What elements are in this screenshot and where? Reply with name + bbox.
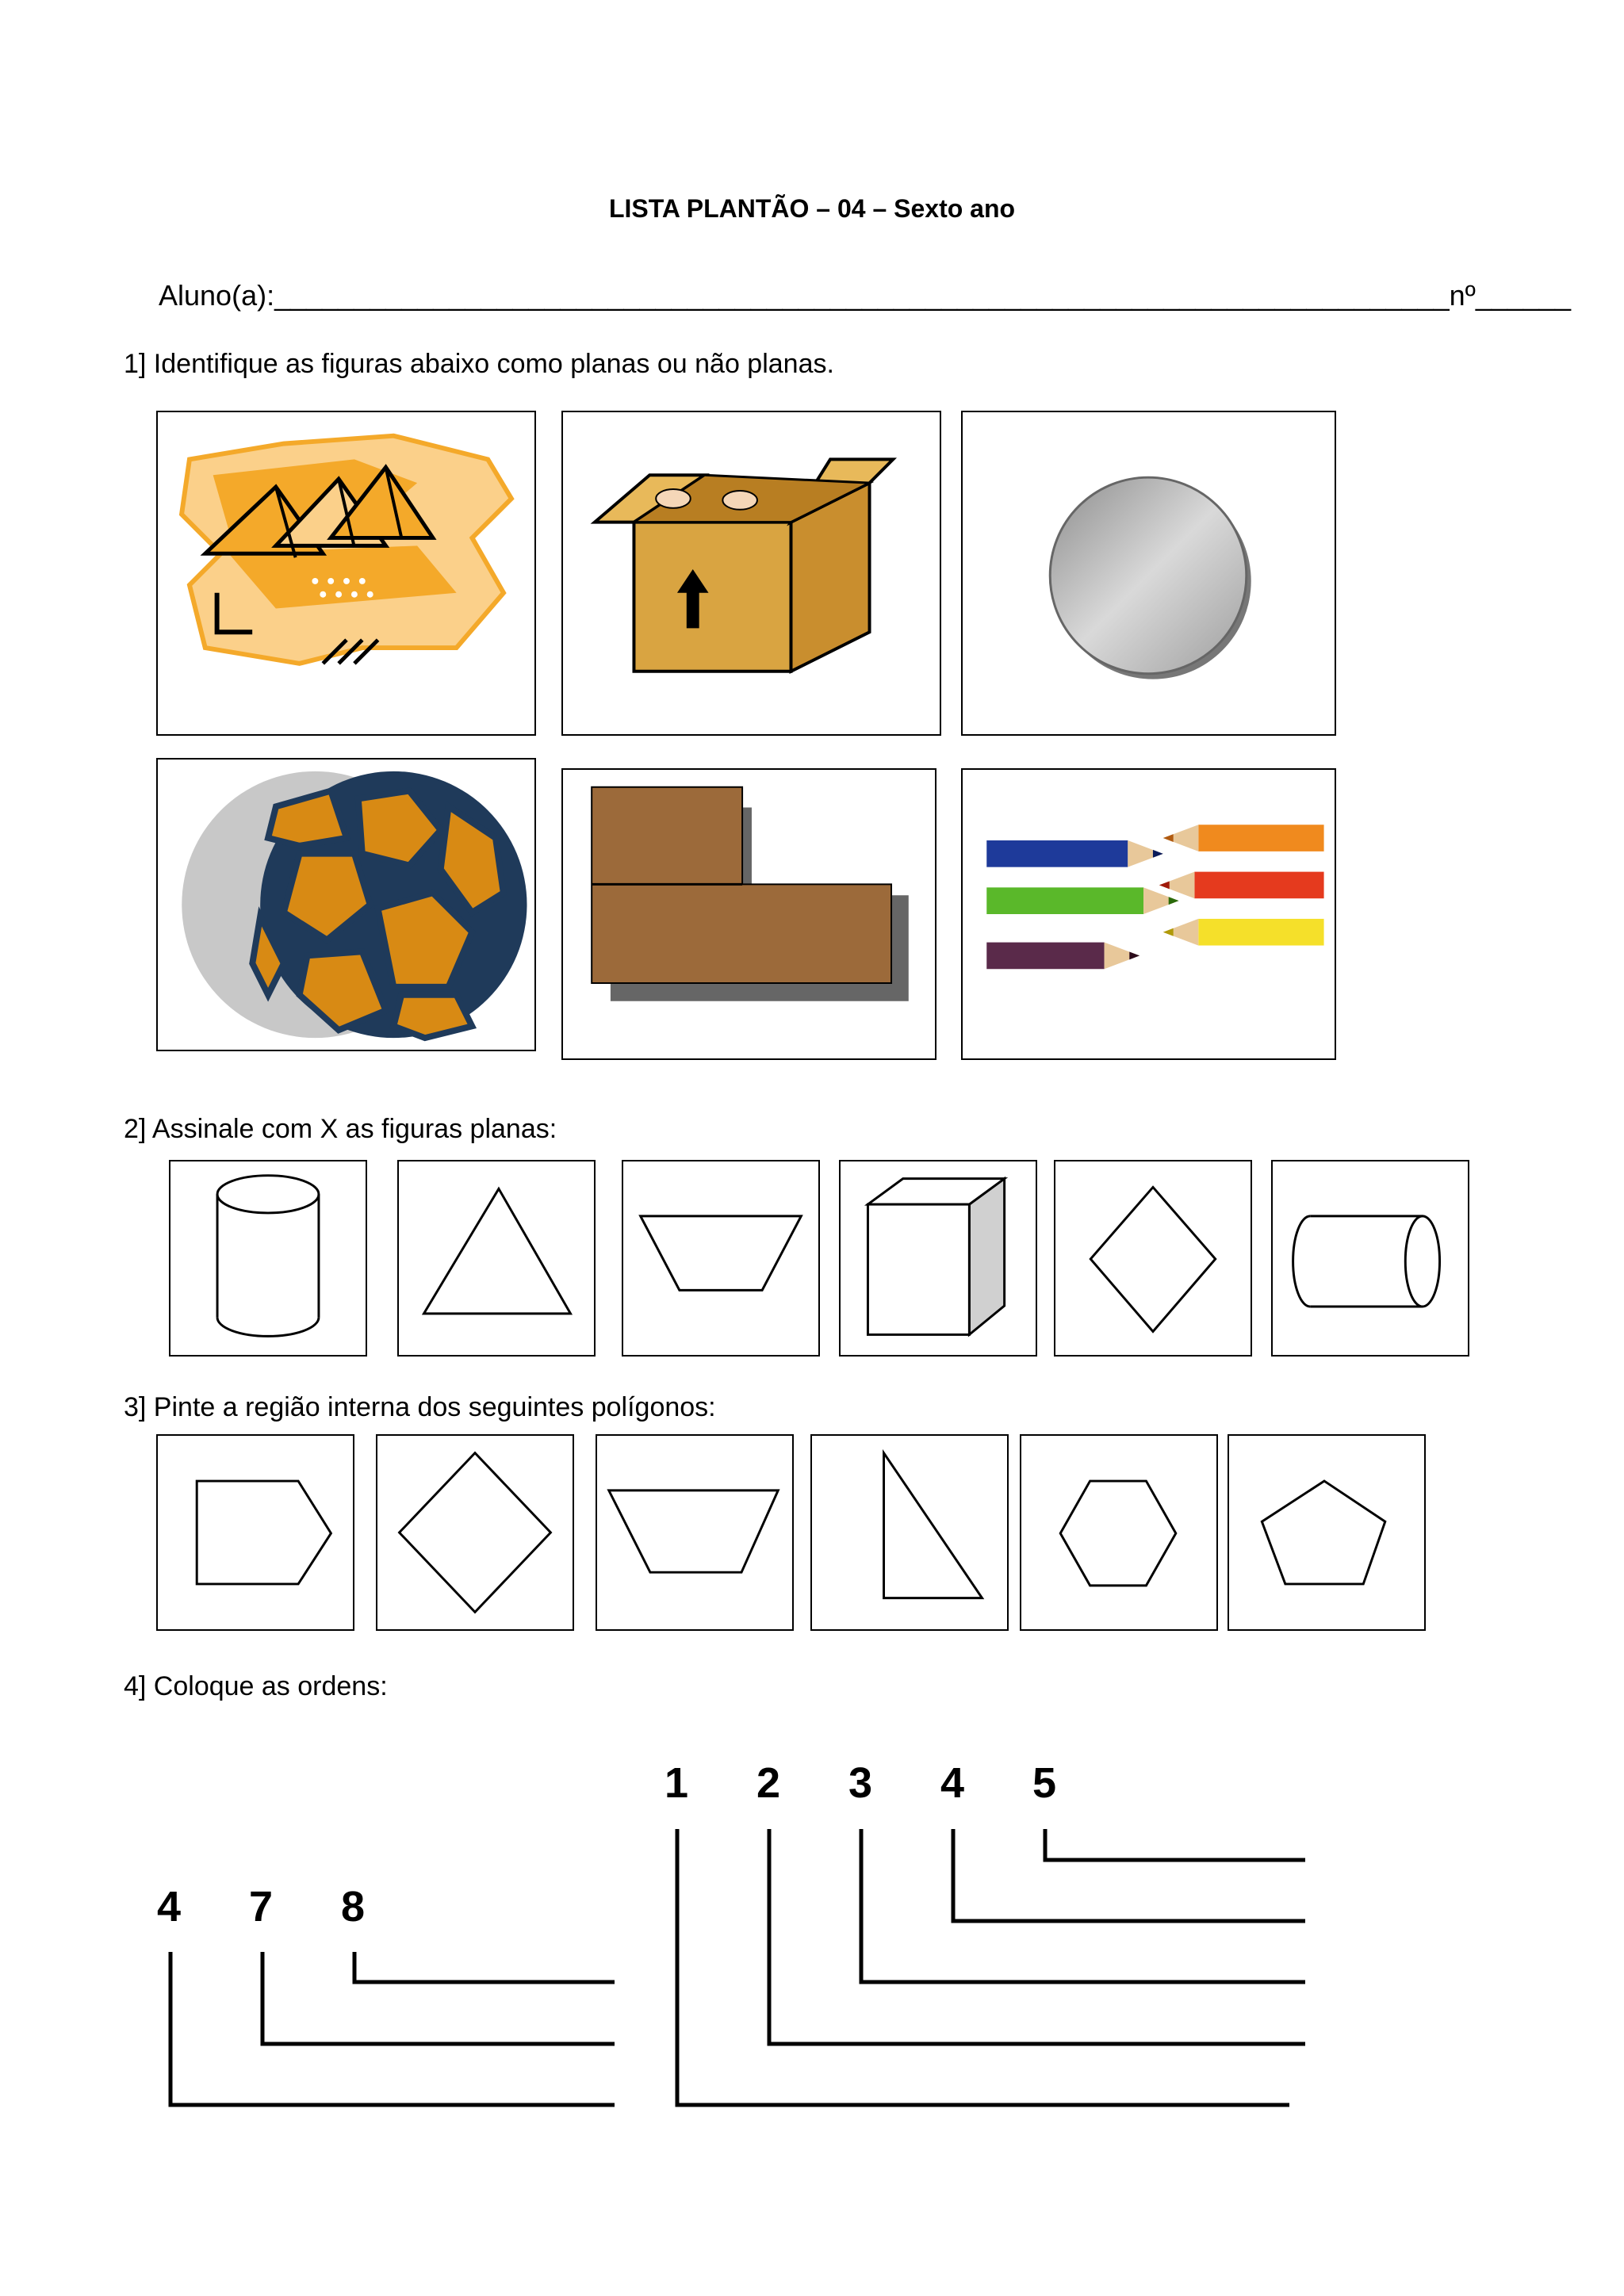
- answer-line-b-5: [1045, 1829, 1305, 1860]
- order-digit-b-1: 1: [665, 1759, 689, 1807]
- order-digit-b-4: 4: [940, 1759, 965, 1807]
- page-title: LISTA PLANTÃO – 04 – Sexto ano: [608, 194, 1016, 223]
- order-digit-b-2: 2: [756, 1759, 781, 1807]
- question-2-text: 2] Assinale com X as figuras planas:: [124, 1114, 557, 1144]
- answer-line-a-1: [170, 1952, 615, 2105]
- student-name-line: Aluno(a):__________________________________________________________________________nº______: [159, 279, 1571, 312]
- order-digit-a-3: 8: [341, 1883, 366, 1931]
- answer-line-b-3: [861, 1829, 1305, 1982]
- answer-line-a-2: [262, 1952, 615, 2044]
- question-4-text: 4] Coloque as ordens:: [124, 1671, 388, 1701]
- answer-line-a-3: [354, 1952, 615, 1982]
- order-digit-b-5: 5: [1032, 1759, 1057, 1807]
- order-digit-a-1: 4: [157, 1883, 182, 1931]
- question-1-text: 1] Identifique as figuras abaixo como planas ou não planas.: [124, 349, 834, 379]
- question-3-text: 3] Pinte a região interna dos seguintes polígonos:: [124, 1392, 716, 1422]
- order-digit-b-3: 3: [848, 1759, 873, 1807]
- order-digit-a-2: 7: [249, 1883, 274, 1931]
- answer-line-b-4: [953, 1829, 1305, 1921]
